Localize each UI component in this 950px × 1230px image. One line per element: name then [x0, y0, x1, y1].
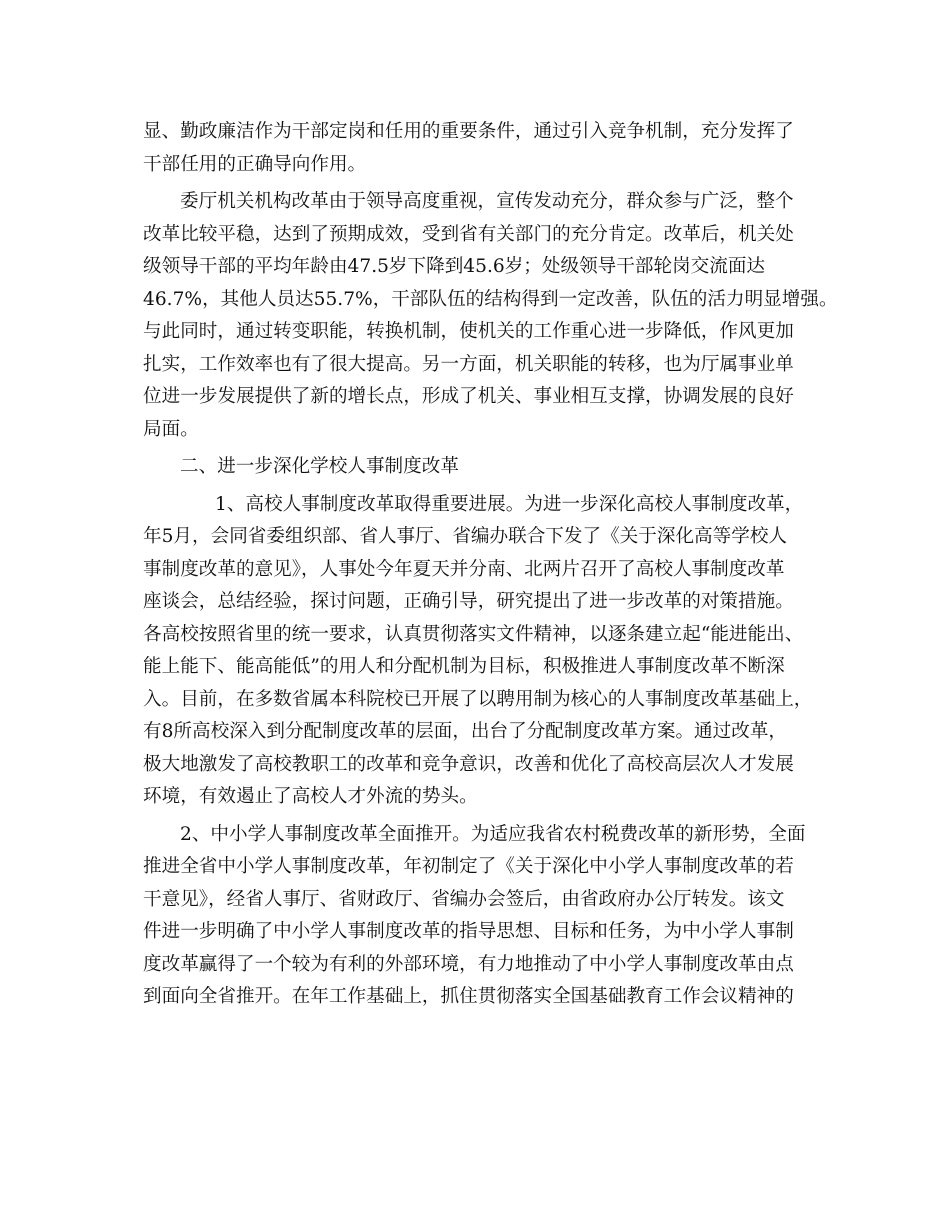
text-line: 扎实，工作效率也有了很大提高。另一方面，机关职能的转移，也为厅属事业单	[143, 353, 794, 375]
text-line: 干部任用的正确导向作用。	[143, 153, 367, 175]
text-line: 2、中小学人事制度改革全面推开。为适应我省农村税费改革的新形势，全面	[180, 823, 806, 845]
text-line: 极大地激发了高校教职工的改革和竞争意识，改善和优化了高校高层次人才发展	[143, 753, 794, 775]
text-line: 入。目前，在多数省属本科院校已开展了以聘用制为核心的人事制度改革基础上，	[143, 688, 813, 710]
text-line: 显、勤政廉洁作为干部定岗和任用的重要条件，通过引入竞争机制，充分发挥了	[143, 121, 794, 142]
section-heading: 二、进一步深化学校人事制度改革	[180, 456, 459, 477]
text-line: 有8所高校深入到分配制度改革的层面，出台了分配制度改革方案。通过改革，	[143, 721, 788, 742]
text-line: 改革比较平稳，达到了预期成效，受到省有关部门的充分肯定。改革后，机关处	[143, 223, 794, 245]
text-line: 46.7%，其他人员达55.7%，干部队伍的结构得到一定改善，队伍的活力明显增强。	[143, 288, 838, 310]
text-line: 与此同时，通过转变职能，转换机制，使机关的工作重心进一步降低，作风更加	[143, 321, 794, 342]
text-line: 局面。	[143, 418, 199, 440]
text-line: 到面向全省推开。在年工作基础上，抓住贯彻落实全国基础教育工作会议精神的	[143, 986, 794, 1007]
body-text	[143, 116, 838, 1014]
text-line: 各高校按照省里的统一要求，认真贯彻落实文件精神，以逐条建立起“能进能出、	[143, 623, 804, 645]
text-line: 委厅机关机构改革由于领导高度重视，宣传发动充分，群众参与广泛，整个	[180, 191, 794, 212]
text-line: 位进一步发展提供了新的增长点，形成了机关、事业相互支撑，协调发展的良好	[143, 386, 794, 407]
text-line: 年5月，会同省委组织部、省人事厅、省编办联合下发了《关于深化高等学校人	[143, 526, 788, 547]
text-line: 推进全省中小学人事制度改革，年初制定了《关于深化中小学人事制度改革的若	[143, 856, 794, 877]
text-line: 度改革赢得了一个较为有利的外部环境，有力地推动了中小学人事制度改革由点	[143, 953, 794, 975]
text-line: 环境，有效遏止了高校人才外流的势头。	[143, 786, 478, 807]
text-line: 座谈会，总结经验，探讨问题，正确引导，研究提出了进一步改革的对策措施。	[143, 591, 794, 612]
text-line: 干意见》，经省人事厅、省财政厅、省编办会签后，由省政府办公厅转发。该文	[143, 888, 785, 910]
text-line: 级领导干部的平均年龄由47.5岁下降到45.6岁；处级领导干部轮岗交流面达	[143, 256, 766, 277]
text-line: 能上能下、能高能低”的用人和分配机制为目标，积极推进人事制度改革不断深	[143, 656, 785, 677]
text-line: 1、高校人事制度改革取得重要进展。为进一步深化高校人事制度改革，	[215, 493, 804, 515]
text-line: 事制度改革的意见》，人事处今年夏天并分南、北两片召开了高校人事制度改革	[143, 558, 785, 580]
text-line: 件进一步明确了中小学人事制度改革的指导思想、目标和任务，为中小学人事制	[143, 921, 794, 942]
